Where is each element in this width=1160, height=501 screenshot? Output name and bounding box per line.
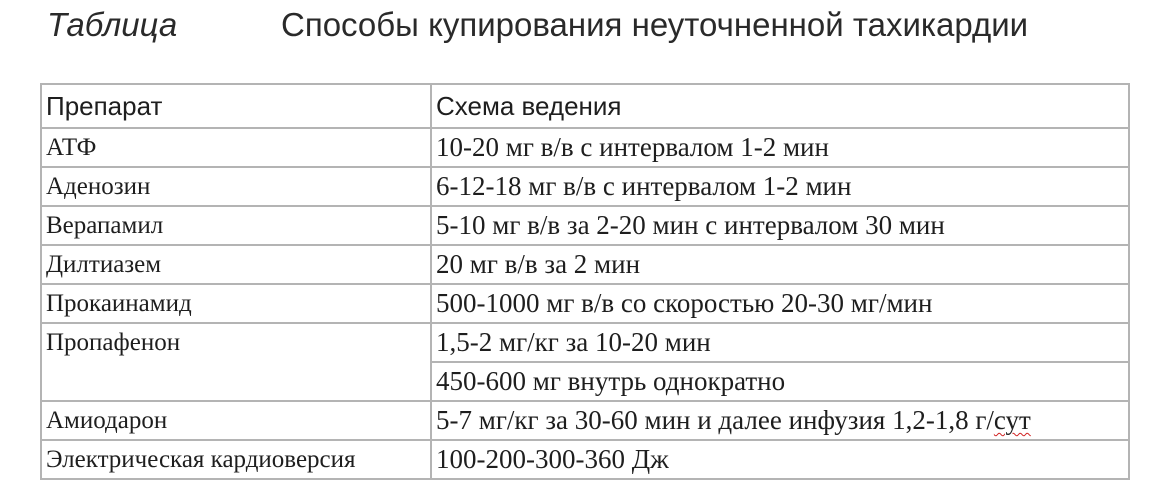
- table-row: [41, 401, 1129, 440]
- table-row: [41, 440, 1129, 479]
- table-row: [41, 206, 1129, 245]
- scheme-cell: 1,5-2 мг/кг за 10-20 мин: [431, 323, 1129, 362]
- table-row: [41, 167, 1129, 206]
- scheme-cell: 100-200-300-360 Дж: [431, 440, 1129, 479]
- drug-cell: Прокаинамид: [41, 284, 431, 323]
- scheme-cell: 10-20 мг в/в с интервалом 1-2 мин: [431, 128, 1129, 167]
- table-row: [41, 245, 1129, 284]
- scheme-text: 5-7 мг/кг за 30-60 мин и далее инфузия 1,2-1,8 г/: [436, 405, 994, 435]
- scheme-cell: 5-10 мг в/в за 2-20 мин с интервалом 30 мин: [431, 206, 1129, 245]
- scheme-cell: 6-12-18 мг в/в с интервалом 1-2 мин: [431, 167, 1129, 206]
- drug-cell: Дилтиазем: [41, 245, 431, 284]
- drug-table: [40, 83, 1130, 480]
- spellcheck-flagged-word: сут: [993, 405, 1031, 435]
- scheme-cell-secondary: 450-600 мг внутрь однократно: [431, 362, 1129, 401]
- scheme-cell: 500-1000 мг в/в со скоростью 20-30 мг/мин: [431, 284, 1129, 323]
- scheme-cell: 20 мг в/в за 2 мин: [431, 245, 1129, 284]
- scheme-cell: [431, 401, 1129, 440]
- drug-cell: Верапамил: [41, 206, 431, 245]
- header-drug: Препарат: [41, 84, 431, 128]
- drug-cell: Амиодарон: [41, 401, 431, 440]
- table-row: [41, 284, 1129, 323]
- table-title: Способы купирования неуточненной тахикардии: [281, 6, 1029, 43]
- header-scheme: Схема ведения: [431, 84, 1129, 128]
- drug-cell: АТФ: [41, 128, 431, 167]
- table-row: [41, 128, 1129, 167]
- drug-cell: Электрическая кардиоверсия: [41, 440, 431, 479]
- drug-cell: Аденозин: [41, 167, 431, 206]
- drug-cell: Пропафенон: [41, 323, 431, 401]
- table-header-row: [41, 84, 1129, 128]
- table-row: [41, 323, 1129, 362]
- table-caption-label: Таблица: [47, 6, 178, 43]
